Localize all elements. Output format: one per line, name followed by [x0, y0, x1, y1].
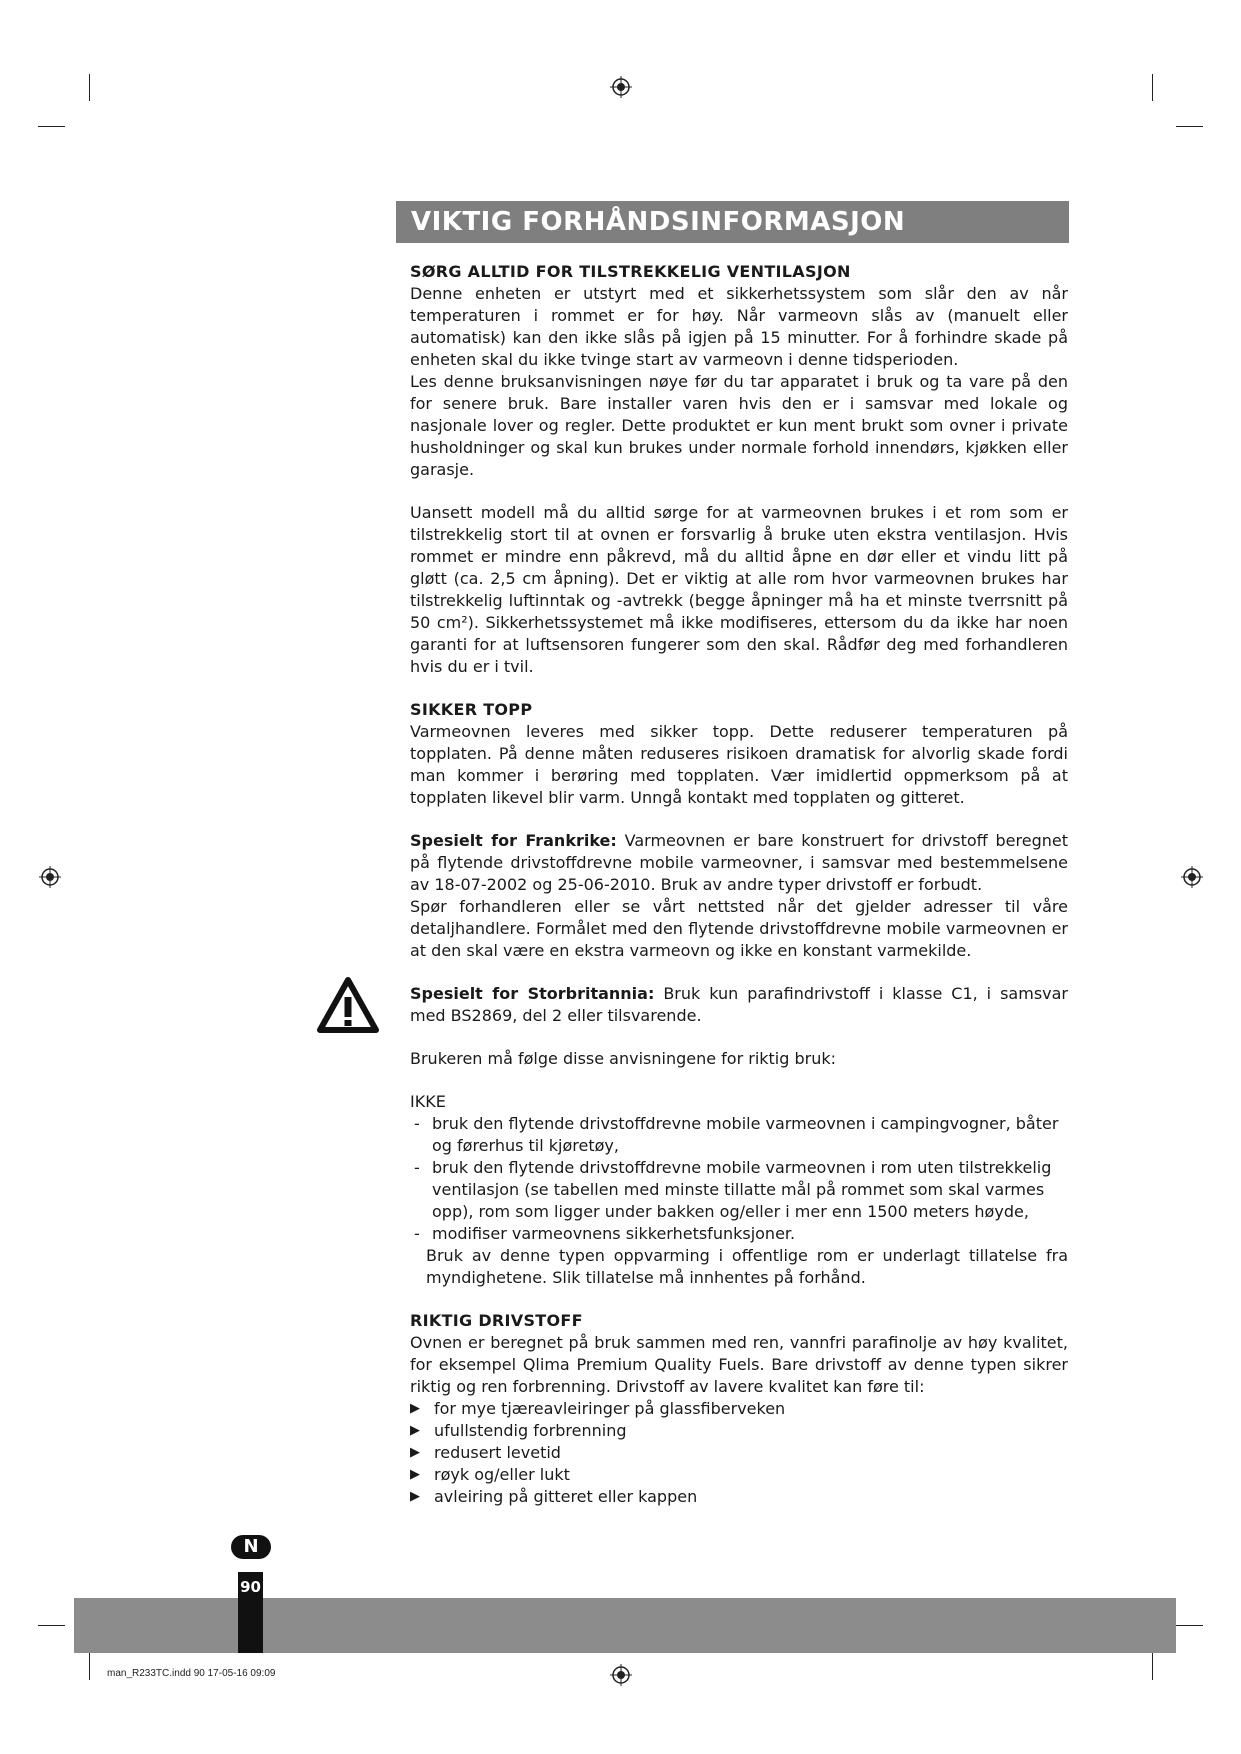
page-number: 90 [238, 1572, 263, 1653]
crop-mark [38, 1625, 65, 1626]
bullet-text: avleiring på gitteret eller kappen [434, 1487, 698, 1506]
list-item: - modifiser varmeovnens sikkerhetsfunksjoner. [414, 1224, 796, 1243]
label-uk: Spesielt for Storbritannia: [410, 984, 655, 1003]
list-item: - bruk den flytende drivstoffdrevne mobile varmeovnen i rom uten tilstrekkelig ventilasjon (se tabellen med minste tillatte mål på rommet som skal varmes opp), rom som ligger under bakken og/eller i mer enn 1500 meters høyde, [414, 1158, 1052, 1221]
crop-mark [1152, 1653, 1153, 1680]
uk-text: Bruk kun parafindrivstoff i klasse C1, i samsvar med BS2869, del 2 eller tilsvarende. [410, 984, 1069, 1025]
paragraph-france [410, 830, 1068, 896]
crop-mark [1176, 126, 1203, 127]
paragraph: Spør forhandleren eller se vårt nettsted når det gjelder adresser til våre detaljhandlere. Formålet med den flytende drivstoffdrevne mobile varmeovnen er at den skal være en ekstra varmeovn og ikke en konstant varmekilde. [410, 897, 1068, 960]
section-heading: SØRG ALLTID FOR TILSTREKKELIG VENTILASJON [410, 262, 851, 281]
list-item-text: bruk den flytende drivstoffdrevne mobile varmeovnen i rom uten tilstrekkelig ventilasjon (se tabellen med minste tillatte mål på rommet som skal varmes opp), rom som ligger under bakken og/eller i mer enn 1500 meters høyde, [432, 1158, 1052, 1221]
main-content [410, 261, 1068, 1508]
registration-mark-icon [610, 1664, 632, 1686]
list-item: ▶ avleiring på gitteret eller kappen [410, 1487, 698, 1506]
list-item-text: bruk den flytende drivstoffdrevne mobile varmeovnen i campingvogner, båter og førerhus til kjøretøy, [432, 1114, 1059, 1155]
paragraph: Brukeren må følge disse anvisningene for riktig bruk: [410, 1049, 837, 1068]
print-slug: man_R233TC.indd 90 17-05-16 09:09 [107, 1668, 276, 1679]
crop-mark [1152, 74, 1153, 101]
bullet-text: ufullstendig forbrenning [434, 1421, 627, 1440]
paragraph: Denne enheten er utstyrt med et sikkerhetssystem som slår den av når temperaturen i rommet er for høy. Når varmeovn slås av (manuelt eller automatisk) kan den ikke slås på igjen på 15 minutter. For å forhindre skade på enheten skal du ikke tvinge start av varmeovn i denne tidsperioden. [410, 284, 1068, 369]
list-item: ▶ ufullstendig forbrenning [410, 1421, 627, 1440]
warning-triangle-icon [317, 977, 379, 1033]
page-title: VIKTIG FORHÅNDSINFORMASJON [396, 201, 1069, 243]
language-badge: N [231, 1535, 271, 1559]
list-item: - bruk den flytende drivstoffdrevne mobile varmeovnen i campingvogner, båter og førerhus til kjøretøy, [414, 1114, 1059, 1155]
crop-mark [89, 1653, 90, 1680]
section-heading: RIKTIG DRIVSTOFF [410, 1311, 583, 1330]
registration-mark-icon [610, 76, 632, 98]
ikke-label: IKKE [410, 1092, 446, 1111]
paragraph: Varmeovnen leveres med sikker topp. Dette reduserer temperaturen på topplaten. På denne måten reduseres risikoen dramatisk for alvorlig skade fordi man kommer i berøring med topplaten. Vær imidlertid oppmerksom på at topplaten likevel blir varm. Unngå kontakt med topplaten og gitteret. [410, 722, 1068, 807]
paragraph: Uansett modell må du alltid sørge for at varmeovnen brukes i et rom som er tilstrekkelig stort til at ovnen er forsvarlig å bruke uten ekstra ventilasjon. Hvis rommet er mindre enn påkrevd, må du alltid åpne en dør eller et vindu litt på gløtt (ca. 2,5 cm åpning). Det er viktig at alle rom hvor varmeovnen brukes har tilstrekkelig luftinntak og -avtrekk (begge åpninger må ha et minste tverrsnitt på 50 cm²). Sikkerhetssystemet må ikke modifiseres, ettersom du da ikke har noen garanti for at luftsensoren fungerer som den skal. Rådfør deg med forhandleren hvis du er i tvil. [410, 503, 1068, 676]
crop-mark [89, 74, 90, 101]
list-item-text: modifiser varmeovnens sikkerhetsfunksjoner. [432, 1224, 796, 1243]
paragraph: Les denne bruksanvisningen nøye før du tar apparatet i bruk og ta vare på den for senere bruk. Bare installer varen hvis den er i samsvar med lokale og nasjonale lover og regler. Dette produktet er kun ment brukt som ovner i private husholdninger og skal kun brukes under normale forhold innendørs, kjøkken eller garasje. [410, 372, 1068, 479]
registration-mark-icon [39, 866, 61, 888]
paragraph: Ovnen er beregnet på bruk sammen med ren, vannfri parafinolje av høy kvalitet, for eksempel Qlima Premium Quality Fuels. Bare drivstoff av denne typen sikrer riktig og ren forbrenning. Drivstoff av lavere kvalitet kan føre til: [410, 1333, 1068, 1396]
paragraph-uk [410, 983, 1068, 1027]
section-heading: SIKKER TOPP [410, 700, 533, 719]
crop-mark [38, 126, 65, 127]
label-france: Spesielt for Frankrike: [410, 831, 617, 850]
crop-mark [1176, 1625, 1203, 1626]
bullet-text: for mye tjæreavleiringer på glassfiberveken [434, 1399, 786, 1418]
bullet-text: redusert levetid [434, 1443, 561, 1462]
list-item: ▶ redusert levetid [410, 1443, 561, 1462]
list-item: ▶ for mye tjæreavleiringer på glassfiberveken [410, 1399, 786, 1418]
bullet-text: røyk og/eller lukt [434, 1465, 570, 1484]
paragraph: Bruk av denne typen oppvarming i offentlige rom er underlagt tillatelse fra myndighetene. Slik tillatelse må innhentes på forhånd. [426, 1246, 1068, 1287]
list-item: ▶ røyk og/eller lukt [410, 1465, 570, 1484]
registration-mark-icon [1181, 866, 1203, 888]
france-text: Varmeovnen er bare konstruert for drivstoff beregnet på flytende drivstoffdrevne mobile varmeovner, i samsvar med bestemmelsene av 18-07-2002 og 25-06-2010. Bruk av andre typer drivstoff er forbudt. [410, 831, 1069, 894]
